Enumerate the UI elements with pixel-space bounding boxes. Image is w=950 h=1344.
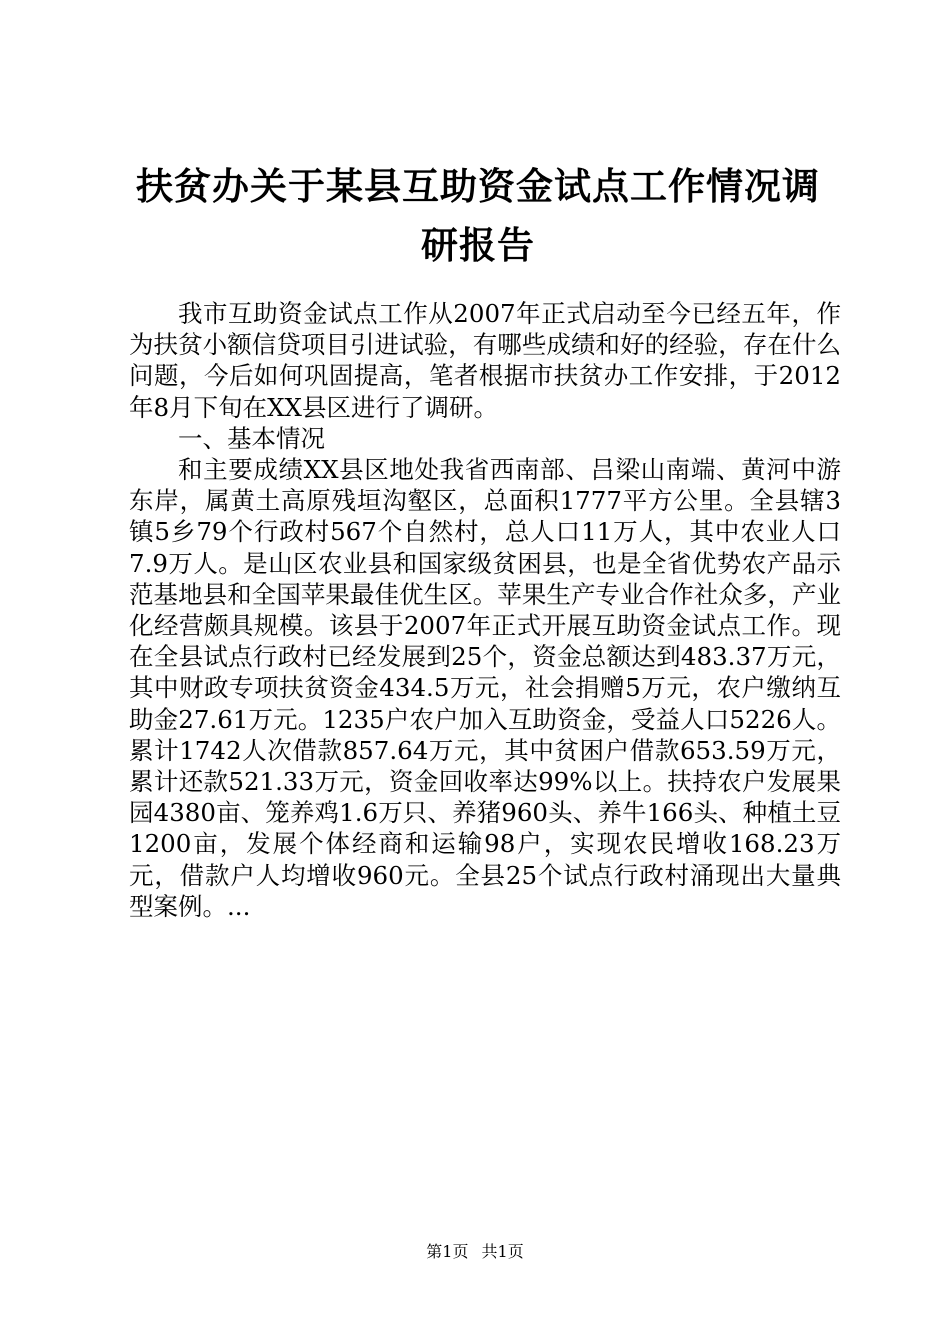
page-footer bbox=[0, 1241, 950, 1263]
document-body bbox=[129, 298, 841, 922]
intro-paragraph: 我市互助资金试点工作从2007年正式启动至今已经五年，作为扶贫小额信贷项目引进试验，有哪些成绩和好的经验，存在什么问题，今后如何巩固提高，笔者根据市扶贫办工作安排，于2012年8月下旬在XX县区进行了调研。 bbox=[129, 299, 841, 422]
section-heading: 一、基本情况 bbox=[178, 423, 325, 453]
page-count: 共1页 bbox=[481, 1242, 524, 1261]
basic-situation-paragraph: 和主要成绩XX县区地处我省西南部、吕梁山南端、黄河中游东岸，属黄土高原残垣沟壑区，总面积1777平方公里。全县辖3镇5乡79个行政村567个自然村，总人口11万人，其中农业人口7.9万人。是山区农业县和国家级贫困县，也是全省优势农产品示范基地县和全国苹果最佳优生区。苹果生产专业合作社众多，产业化经营颇具规模。该县于2007年正式开展互助资金试点工作。现在全县试点行政村已经发展到25个，资金总额达到483.37万元，其中财政专项扶贫资金434.5万元，社会捐赠5万元，农户缴纳互助金27.61万元。1235户农户加入互助资金，受益人口5226人。累计1742人次借款857.64万元，其中贫困户借款653.59万元，累计还款521.33万元，资金回收率达99%以上。扶持农户发展果园4380亩、笼养鸡1.6万只、养猪960头、养牛166头、种植土豆1200亩，发展个体经商和运输98户，实现农民增收168.23万元，借款户人均增收960元。全县25个试点行政村涌现出大量典型案例。... bbox=[129, 455, 841, 921]
document-title: 扶贫办关于某县互助资金试点工作情况调研报告 bbox=[136, 164, 820, 267]
page-number: 第1页 bbox=[426, 1242, 469, 1261]
